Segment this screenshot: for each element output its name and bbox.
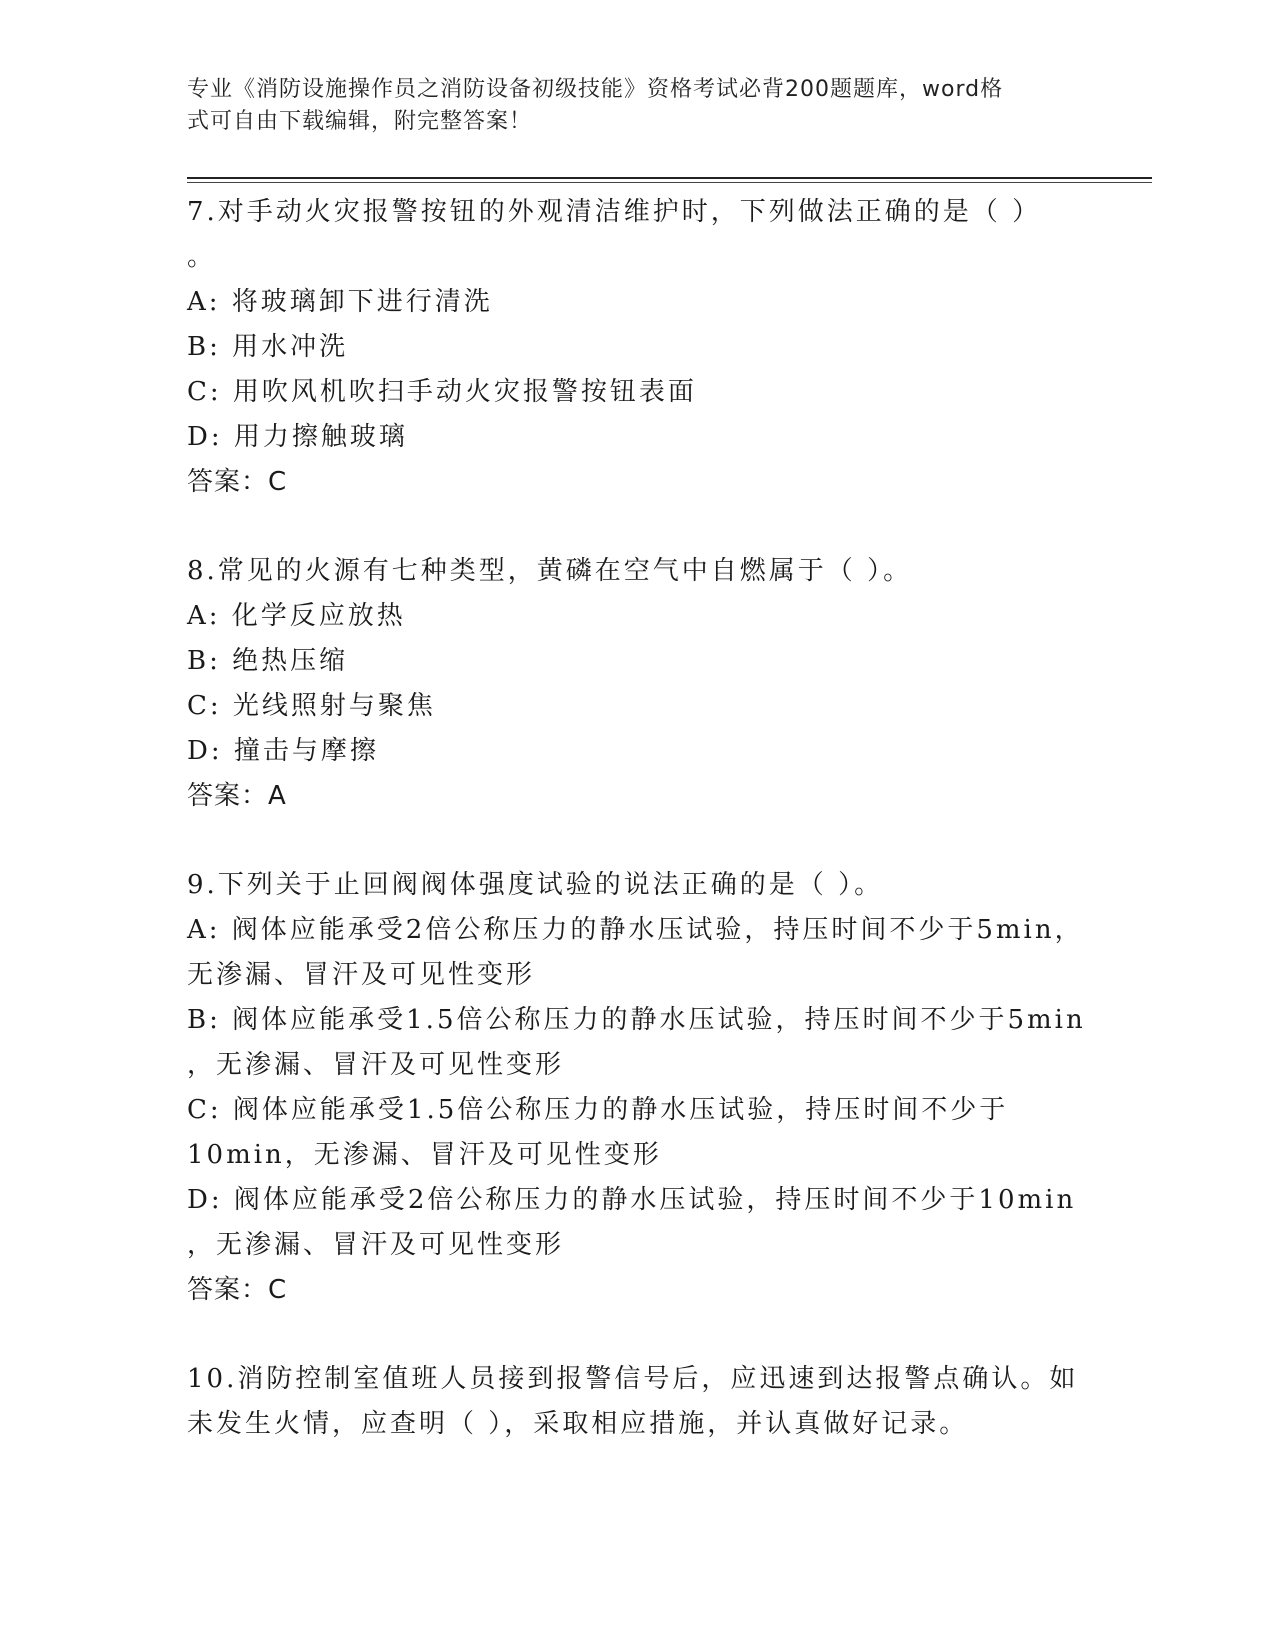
option-a: A: 化学反应放热 xyxy=(187,601,406,631)
option-d: D: 撞击与摩擦 xyxy=(187,736,379,766)
question-stem: 9.下列关于止回阀阀体强度试验的说法正确的是（ ）。 xyxy=(187,870,884,900)
header-line-2: 式可自由下载编辑，附完整答案！ xyxy=(187,109,533,134)
option-d: D: 用力擦触玻璃 xyxy=(187,422,408,452)
question-10 xyxy=(187,1357,1087,1447)
option-c: C: 阀体应能承受1.5倍公称压力的静水压试验，持压时间不少于 xyxy=(187,1095,1009,1125)
header-divider-thick xyxy=(187,177,1152,179)
option-b: B: 绝热压缩 xyxy=(187,646,349,676)
header-divider-thin xyxy=(187,182,1152,183)
option-c: C: 光线照射与聚焦 xyxy=(187,691,436,721)
header-line-1: 专业《消防设施操作员之消防设备初级技能》资格考试必背200题题库，word格 xyxy=(187,77,1004,102)
option-b-cont: ，无渗漏、冒汗及可见性变形 xyxy=(187,1050,565,1080)
question-stem: 7.对手动火灾报警按钮的外观清洁维护时，下列做法正确的是（ ） xyxy=(187,197,1042,227)
option-d: D: 阀体应能承受2倍公称压力的静水压试验，持压时间不少于10min xyxy=(187,1185,1077,1215)
question-stem-tail: 。 xyxy=(187,242,217,272)
option-a-cont: 无渗漏、冒汗及可见性变形 xyxy=(187,960,536,990)
question-list xyxy=(187,190,1087,1491)
question-7 xyxy=(187,190,1087,505)
answer-line: 答案：A xyxy=(187,781,287,811)
answer-line: 答案：C xyxy=(187,1275,288,1305)
document-header xyxy=(187,74,1067,138)
option-a: A: 阀体应能承受2倍公称压力的静水压试验，持压时间不少于5min， xyxy=(187,915,1084,945)
option-c: C: 用吹风机吹扫手动火灾报警按钮表面 xyxy=(187,377,697,407)
option-b: B: 用水冲洗 xyxy=(187,332,349,362)
option-c-cont: 10min，无渗漏、冒汗及可见性变形 xyxy=(187,1140,662,1170)
question-stem: 10.消防控制室值班人员接到报警信号后，应迅速到达报警点确认。如 xyxy=(187,1364,1079,1394)
question-stem: 8.常见的火源有七种类型，黄磷在空气中自燃属于（ ）。 xyxy=(187,556,913,586)
option-d-cont: ，无渗漏、冒汗及可见性变形 xyxy=(187,1230,565,1260)
question-stem-line-2: 未发生火情，应查明（ ），采取相应措施，并认真做好记录。 xyxy=(187,1409,969,1439)
option-a: A: 将玻璃卸下进行清洗 xyxy=(187,287,493,317)
option-b: B: 阀体应能承受1.5倍公称压力的静水压试验，持压时间不少于5min xyxy=(187,1005,1086,1035)
answer-line: 答案：C xyxy=(187,467,288,497)
question-9 xyxy=(187,863,1087,1313)
question-8 xyxy=(187,549,1087,819)
